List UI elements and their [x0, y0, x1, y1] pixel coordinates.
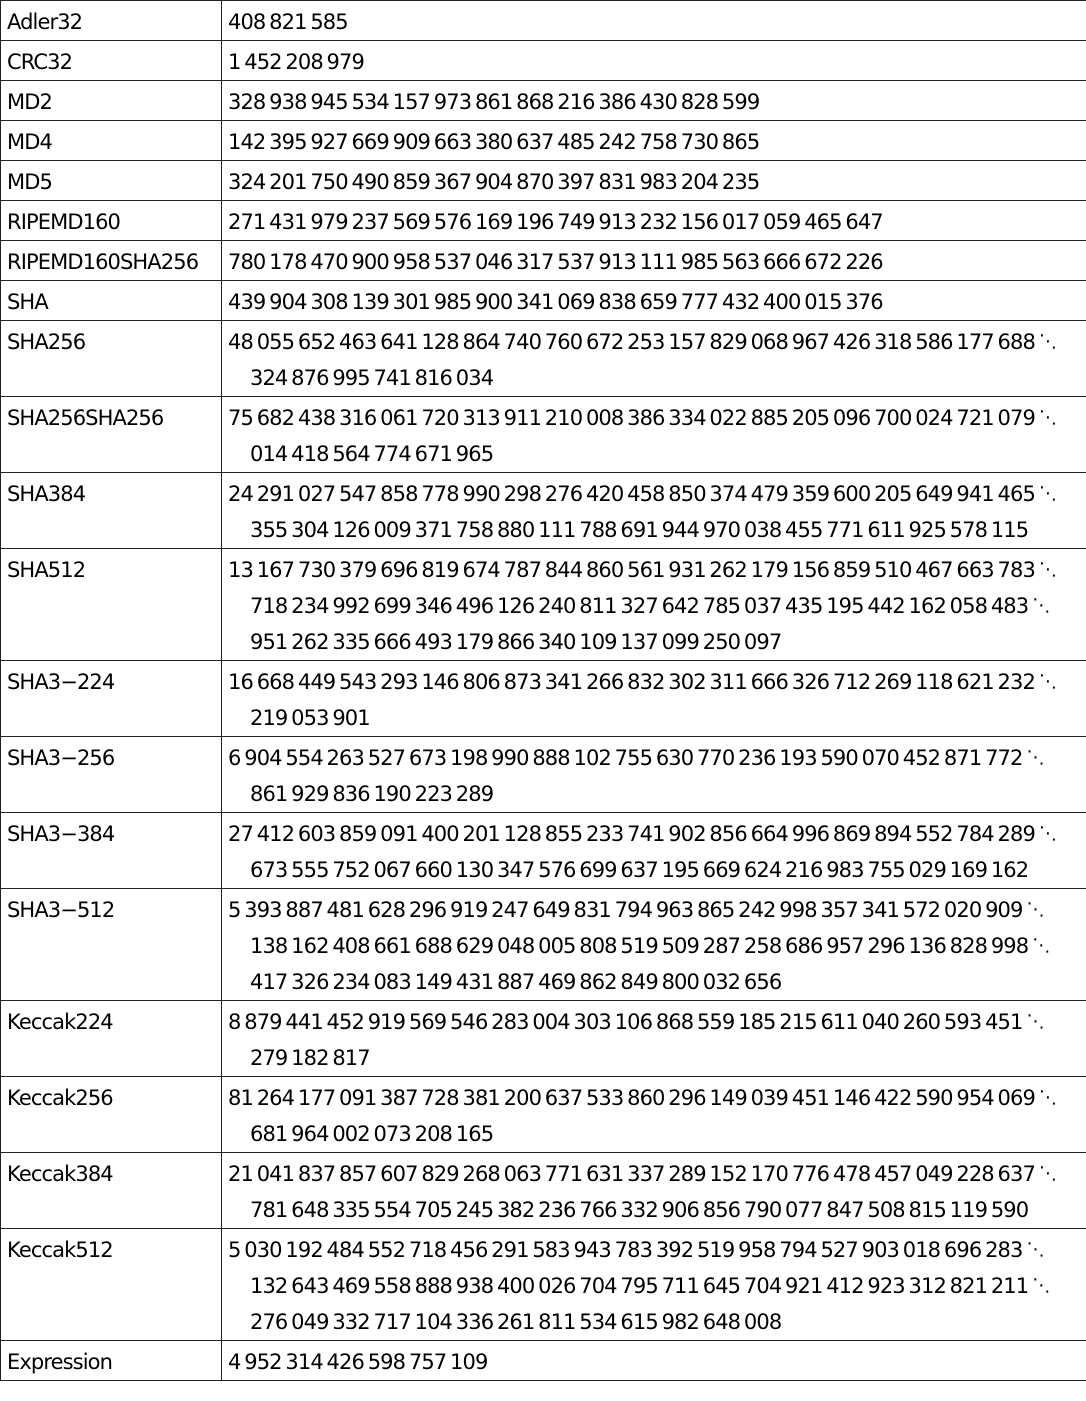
- hash-name-cell: Keccak512: [1, 1229, 222, 1341]
- hash-value-line: [228, 552, 1081, 588]
- hash-value-cell: [222, 1001, 1086, 1077]
- hash-value-line: [228, 1232, 1081, 1268]
- hash-value-cell: [222, 41, 1086, 81]
- hash-name-cell: SHA: [1, 281, 222, 321]
- hash-value-cell: [222, 1153, 1086, 1229]
- hash-value-line: [228, 324, 1081, 360]
- table-row: [1, 1341, 1086, 1381]
- hash-value-line: [228, 476, 1081, 512]
- hash-name-cell: SHA3−384: [1, 813, 222, 889]
- hash-value-line: [228, 124, 1081, 160]
- hash-name-cell: MD4: [1, 121, 222, 161]
- hash-value-text: 271 431 979 237 569 576 169 196 749 913 232 156 017 059 465 647: [228, 210, 883, 234]
- table-row: [1, 161, 1086, 201]
- hash-value-cell: [222, 321, 1086, 397]
- hash-value-cell: [222, 81, 1086, 121]
- hash-value-line: [228, 84, 1081, 120]
- hash-name-cell: SHA256SHA256: [1, 397, 222, 473]
- hash-value-line: [228, 1004, 1081, 1040]
- hash-value-line: [228, 1192, 1081, 1228]
- hash-value-line: [228, 436, 1081, 472]
- hash-value-line: [228, 400, 1081, 436]
- hash-value-text: 24 291 027 547 858 778 990 298 276 420 458 850 374 479 359 600 205 649 941 465: [228, 482, 1035, 506]
- table-row: [1, 121, 1086, 161]
- hash-value-line: [228, 740, 1081, 776]
- hash-name-cell: SHA256: [1, 321, 222, 397]
- hash-value-line: [228, 624, 1081, 660]
- hash-name-cell: RIPEMD160SHA256: [1, 241, 222, 281]
- hash-value-cell: [222, 889, 1086, 1001]
- hash-value-line: [228, 44, 1081, 80]
- line-continuation-icon: ⋱: [1038, 823, 1057, 844]
- hash-value-line: [228, 4, 1081, 40]
- hash-value-line: [228, 700, 1081, 736]
- hash-name-cell: Expression: [1, 1341, 222, 1381]
- line-continuation-icon: ⋱: [1032, 595, 1050, 616]
- table-row: [1, 549, 1086, 661]
- line-continuation-icon: ⋱: [1032, 935, 1050, 956]
- line-continuation-icon: ⋱: [1038, 671, 1057, 692]
- hash-value-line: [228, 664, 1081, 700]
- hash-value-text: 8 879 441 452 919 569 546 283 004 303 106 868 559 185 215 611 040 260 593 451: [228, 1010, 1023, 1034]
- hash-value-cell: [222, 281, 1086, 321]
- hash-name-cell: Keccak384: [1, 1153, 222, 1229]
- hash-name-cell: SHA3−256: [1, 737, 222, 813]
- hash-value-line: [228, 1080, 1081, 1116]
- hash-value-text: 408 821 585: [228, 10, 348, 34]
- hash-value-line: [228, 776, 1081, 812]
- table-row: [1, 321, 1086, 397]
- hash-value-cell: [222, 737, 1086, 813]
- hash-value-text: 75 682 438 316 061 720 313 911 210 008 386 334 022 885 205 096 700 024 721 079: [228, 406, 1035, 430]
- table-row: [1, 813, 1086, 889]
- hash-value-text: 276 049 332 717 104 336 261 811 534 615 982 648 008: [250, 1310, 782, 1334]
- hash-value-text: 219 053 901: [250, 706, 370, 730]
- hash-name-cell: Keccak256: [1, 1077, 222, 1153]
- line-continuation-icon: ⋱: [1026, 747, 1044, 768]
- hash-value-cell: [222, 397, 1086, 473]
- hash-value-cell: [222, 1077, 1086, 1153]
- hash-value-text: 4 952 314 426 598 757 109: [228, 1350, 488, 1374]
- table-row: [1, 1001, 1086, 1077]
- hash-value-text: 328 938 945 534 157 973 861 868 216 386 430 828 599: [228, 90, 760, 114]
- hash-value-cell: [222, 813, 1086, 889]
- hash-value-text: 138 162 408 661 688 629 048 005 808 519 509 287 258 686 957 296 136 828 998: [250, 934, 1029, 958]
- hash-value-text: 27 412 603 859 091 400 201 128 855 233 741 902 856 664 996 869 894 552 784 289: [228, 822, 1035, 846]
- hash-value-line: [228, 852, 1081, 888]
- hash-value-text: 673 555 752 067 660 130 347 576 699 637 195 669 624 216 983 755 029 169 162: [250, 858, 1029, 882]
- table-row: [1, 241, 1086, 281]
- hash-value-line: [228, 360, 1081, 396]
- hash-value-cell: [222, 473, 1086, 549]
- hash-value-text: 132 643 469 558 888 938 400 026 704 795 711 645 704 921 412 923 312 821 211: [250, 1274, 1029, 1298]
- hash-value-text: 13 167 730 379 696 819 674 787 844 860 561 931 262 179 156 859 510 467 663 783: [228, 558, 1035, 582]
- hash-value-text: 48 055 652 463 641 128 864 740 760 672 253 157 829 068 967 426 318 586 177 688: [228, 330, 1035, 354]
- hash-value-line: [228, 1040, 1081, 1076]
- line-continuation-icon: ⋱: [1038, 559, 1057, 580]
- line-continuation-icon: ⋱: [1038, 1087, 1057, 1108]
- hash-value-text: 6 904 554 263 527 673 198 990 888 102 755 630 770 236 193 590 070 452 871 772: [228, 746, 1023, 770]
- hash-value-cell: [222, 1, 1086, 41]
- hash-value-text: 439 904 308 139 301 985 900 341 069 838 659 777 432 400 015 376: [228, 290, 883, 314]
- line-continuation-icon: ⋱: [1026, 1239, 1044, 1260]
- hash-value-text: 355 304 126 009 371 758 880 111 788 691 944 970 038 455 771 611 925 578 115: [250, 518, 1029, 542]
- line-continuation-icon: ⋱: [1026, 1011, 1044, 1032]
- hash-value-text: 5 030 192 484 552 718 456 291 583 943 783 392 519 958 794 527 903 018 696 283: [228, 1238, 1023, 1262]
- hash-name-cell: MD5: [1, 161, 222, 201]
- hash-value-line: [228, 588, 1081, 624]
- hash-value-cell: [222, 661, 1086, 737]
- hash-value-text: 5 393 887 481 628 296 919 247 649 831 794 963 865 242 998 357 341 572 020 909: [228, 898, 1023, 922]
- hash-value-cell: [222, 201, 1086, 241]
- hash-name-cell: Keccak224: [1, 1001, 222, 1077]
- line-continuation-icon: ⋱: [1026, 899, 1044, 920]
- hash-name-cell: SHA384: [1, 473, 222, 549]
- hash-value-line: [228, 928, 1081, 964]
- hash-name-cell: CRC32: [1, 41, 222, 81]
- hash-name-cell: Adler32: [1, 1, 222, 41]
- hash-value-text: 681 964 002 073 208 165: [250, 1122, 494, 1146]
- hash-table-body: [1, 1, 1086, 1381]
- hash-value-cell: [222, 161, 1086, 201]
- hash-value-text: 81 264 177 091 387 728 381 200 637 533 860 296 149 039 451 146 422 590 954 069: [228, 1086, 1035, 1110]
- table-row: [1, 1, 1086, 41]
- hash-value-line: [228, 244, 1081, 280]
- hash-value-text: 417 326 234 083 149 431 887 469 862 849 800 032 656: [250, 970, 782, 994]
- hash-value-cell: [222, 121, 1086, 161]
- line-continuation-icon: ⋱: [1038, 1163, 1057, 1184]
- hash-value-text: 21 041 837 857 607 829 268 063 771 631 337 289 152 170 776 478 457 049 228 637: [228, 1162, 1035, 1186]
- table-row: [1, 661, 1086, 737]
- hash-value-line: [228, 284, 1081, 320]
- table-row: [1, 81, 1086, 121]
- hash-value-text: 324 201 750 490 859 367 904 870 397 831 983 204 235: [228, 170, 760, 194]
- hash-value-text: 279 182 817: [250, 1046, 370, 1070]
- hash-name-cell: RIPEMD160: [1, 201, 222, 241]
- hash-value-cell: [222, 1341, 1086, 1381]
- table-row: [1, 473, 1086, 549]
- table-row: [1, 889, 1086, 1001]
- hash-value-line: [228, 164, 1081, 200]
- hash-value-text: 781 648 335 554 705 245 382 236 766 332 906 856 790 077 847 508 815 119 590: [250, 1198, 1029, 1222]
- table-row: [1, 737, 1086, 813]
- line-continuation-icon: ⋱: [1032, 1275, 1050, 1296]
- hash-value-line: [228, 1156, 1081, 1192]
- line-continuation-icon: ⋱: [1038, 407, 1057, 428]
- table-row: [1, 1153, 1086, 1229]
- hash-name-cell: SHA512: [1, 549, 222, 661]
- hash-value-text: 951 262 335 666 493 179 866 340 109 137 099 250 097: [250, 630, 782, 654]
- table-row: [1, 41, 1086, 81]
- hash-value-line: [228, 512, 1081, 548]
- hash-value-line: [228, 892, 1081, 928]
- hash-value-cell: [222, 549, 1086, 661]
- hash-value-text: 16 668 449 543 293 146 806 873 341 266 832 302 311 666 326 712 269 118 621 232: [228, 670, 1035, 694]
- hash-value-text: 324 876 995 741 816 034: [250, 366, 494, 390]
- table-row: [1, 1077, 1086, 1153]
- hash-value-text: 014 418 564 774 671 965: [250, 442, 494, 466]
- hash-name-cell: SHA3−224: [1, 661, 222, 737]
- table-row: [1, 397, 1086, 473]
- table-row: [1, 201, 1086, 241]
- hash-value-line: [228, 1268, 1081, 1304]
- line-continuation-icon: ⋱: [1038, 483, 1057, 504]
- hash-value-line: [228, 816, 1081, 852]
- hash-value-text: 780 178 470 900 958 537 046 317 537 913 111 985 563 666 672 226: [228, 250, 883, 274]
- hash-value-text: 718 234 992 699 346 496 126 240 811 327 642 785 037 435 195 442 162 058 483: [250, 594, 1029, 618]
- hash-value-line: [228, 1344, 1081, 1380]
- hash-value-cell: [222, 241, 1086, 281]
- hash-name-cell: SHA3−512: [1, 889, 222, 1001]
- hash-value-line: [228, 1304, 1081, 1340]
- hash-value-line: [228, 204, 1081, 240]
- hash-value-text: 1 452 208 979: [228, 50, 364, 74]
- hash-value-text: 142 395 927 669 909 663 380 637 485 242 758 730 865: [228, 130, 760, 154]
- table-row: [1, 281, 1086, 321]
- hash-value-cell: [222, 1229, 1086, 1341]
- hash-name-cell: MD2: [1, 81, 222, 121]
- hash-value-text: 861 929 836 190 223 289: [250, 782, 494, 806]
- hash-value-line: [228, 1116, 1081, 1152]
- table-row: [1, 1229, 1086, 1341]
- line-continuation-icon: ⋱: [1038, 331, 1057, 352]
- hash-value-line: [228, 964, 1081, 1000]
